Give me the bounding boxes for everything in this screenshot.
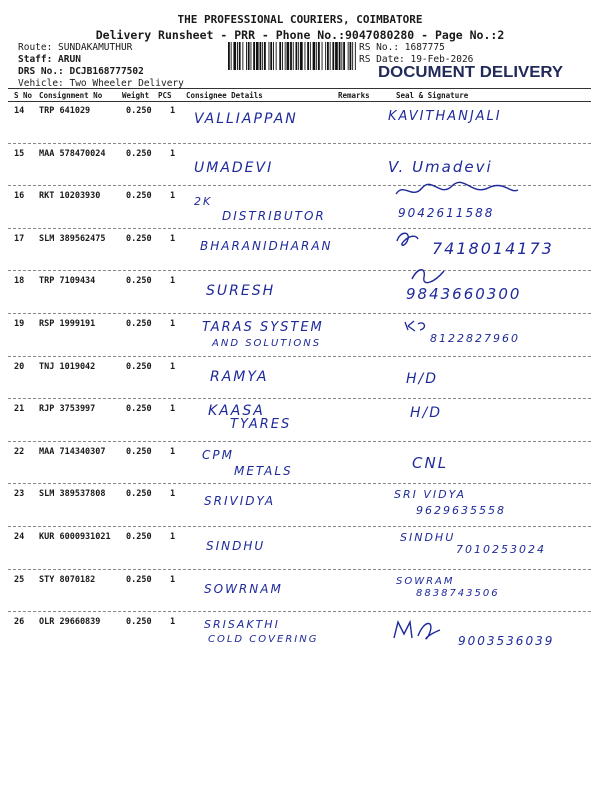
table-row [8, 229, 591, 272]
handwritten-consignee: CPM [202, 447, 234, 462]
signature-scribble [390, 616, 446, 642]
row-consignment: MAA 578470024 [39, 148, 106, 159]
col-remarks: Remarks [338, 91, 370, 100]
row-sno: 26 [14, 617, 25, 628]
handwritten-signature: H/D [406, 370, 439, 387]
row-weight: 0.250 [126, 361, 152, 372]
rs-date-label: RS Date: 19-Feb-2026 [359, 54, 474, 65]
signature-scribble [394, 229, 420, 249]
row-consignment: OLR 29660839 [39, 617, 101, 628]
table-row [8, 570, 591, 613]
row-pcs: 1 [170, 446, 176, 457]
col-pcs: PCS [158, 91, 172, 100]
document-delivery-stamp: DOCUMENT DELIVERY [378, 64, 564, 81]
row-pcs: 1 [170, 106, 176, 116]
route-label: Route: SUNDAKAMUTHUR [18, 42, 133, 53]
handwritten-consignee-line2: DISTRIBUTOR [222, 209, 326, 224]
row-weight: 0.250 [126, 106, 152, 116]
row-consignment: RJP 3753997 [39, 404, 96, 415]
handwritten-phone: 9843660300 [406, 285, 522, 304]
row-sno: 19 [14, 318, 25, 329]
row-sno: 23 [14, 489, 25, 500]
handwritten-consignee-line2: AND SOLUTIONS [212, 337, 322, 349]
row-weight: 0.250 [126, 318, 152, 329]
row-weight: 0.250 [126, 148, 152, 159]
table-row [8, 357, 591, 400]
row-pcs: 1 [170, 404, 176, 415]
row-pcs: 1 [170, 318, 176, 329]
runsheet-table [8, 101, 591, 654]
row-sno: 17 [14, 233, 25, 244]
handwritten-signature: CNL [412, 453, 449, 472]
row-pcs: 1 [170, 276, 176, 287]
row-weight: 0.250 [126, 574, 152, 585]
barcode-image [228, 42, 356, 70]
row-weight: 0.250 [126, 446, 152, 457]
table-row [8, 612, 591, 654]
row-sno: 16 [14, 191, 25, 202]
row-pcs: 1 [170, 148, 176, 159]
col-consignee: Consignee Details [186, 91, 263, 100]
runsheet-subtitle: Delivery Runsheet - PRR - Phone No.:9047080280 - Page No.:2 [95, 28, 505, 42]
row-sno: 20 [14, 361, 25, 372]
handwritten-phone: 9003536039 [458, 634, 555, 649]
rs-no-label: RS No.: 1687775 [359, 42, 445, 53]
handwritten-consignee: TARAS SYSTEM [202, 319, 324, 335]
header-rule-top [8, 88, 591, 89]
handwritten-consignee: SRISAKTHI [204, 618, 280, 632]
handwritten-phone: 8122827960 [430, 331, 520, 345]
row-pcs: 1 [170, 233, 176, 244]
row-weight: 0.250 [126, 191, 152, 202]
handwritten-phone: 9629635558 [416, 504, 506, 518]
signature-scribble [402, 318, 430, 334]
handwritten-signature: V. Umadevi [388, 157, 493, 176]
handwritten-consignee: KAASA [208, 403, 265, 420]
row-weight: 0.250 [126, 404, 152, 415]
staff-label: Staff: ARUN [18, 54, 81, 65]
handwritten-consignee: BHARANIDHARAN [200, 238, 333, 253]
handwritten-phone: 7010253024 [456, 542, 546, 556]
table-row [8, 399, 591, 442]
signature-scribble [392, 180, 522, 202]
handwritten-signature: SOWRAM [396, 575, 455, 587]
handwritten-consignee: SRIVIDYA [204, 494, 276, 509]
row-sno: 14 [14, 106, 25, 116]
table-row [8, 186, 591, 229]
table-row [8, 314, 591, 357]
row-weight: 0.250 [126, 531, 152, 542]
row-weight: 0.250 [126, 276, 152, 287]
handwritten-signature: KAVITHANJALI [388, 109, 502, 124]
row-pcs: 1 [170, 574, 176, 585]
handwritten-consignee: VALLIAPPAN [194, 111, 298, 127]
row-weight: 0.250 [126, 489, 152, 500]
row-sno: 22 [14, 446, 25, 457]
handwritten-consignee: RAMYA [210, 368, 269, 385]
row-consignment: TNJ 1019042 [39, 361, 96, 372]
handwritten-signature: H/D [410, 405, 443, 422]
drs-label: DRS No.: DCJB168777502 [18, 66, 144, 77]
row-sno: 24 [14, 531, 25, 542]
row-consignment: KUR 6000931021 [39, 531, 111, 542]
row-consignment: TRP 7109434 [39, 276, 96, 287]
row-consignment: MAA 714340307 [39, 446, 106, 457]
handwritten-consignee-line2: TYARES [230, 417, 292, 433]
handwritten-consignee: UMADEVI [194, 159, 274, 176]
handwritten-phone: 8838743506 [416, 587, 500, 599]
vehicle-label: Vehicle: Two Wheeler Delivery [18, 78, 184, 89]
handwritten-consignee-line2: METALS [234, 463, 293, 478]
table-row [8, 101, 591, 144]
handwritten-signature: 7418014173 [432, 238, 554, 258]
row-consignment: STY 8070182 [39, 574, 96, 585]
table-row [8, 484, 591, 527]
col-weight: Weight [122, 91, 150, 100]
row-sno: 21 [14, 404, 25, 415]
handwritten-consignee: SURESH [206, 283, 276, 300]
row-pcs: 1 [170, 531, 176, 542]
handwritten-signature: SINDHU [400, 530, 456, 544]
handwritten-consignee: SINDHU [206, 538, 266, 553]
table-row [8, 271, 591, 314]
company-title: THE PROFESSIONAL COURIERS, COIMBATORE [177, 13, 423, 26]
handwritten-consignee: 2K [194, 195, 213, 209]
handwritten-signature: SRI VIDYA [394, 488, 466, 502]
col-sno: S No [14, 91, 33, 100]
row-pcs: 1 [170, 489, 176, 500]
row-sno: 25 [14, 574, 25, 585]
row-weight: 0.250 [126, 233, 152, 244]
row-pcs: 1 [170, 191, 176, 202]
row-sno: 15 [14, 148, 25, 159]
row-pcs: 1 [170, 617, 176, 628]
row-consignment: TRP 641029 [39, 106, 91, 116]
row-consignment: RSP 1999191 [39, 318, 96, 329]
row-sno: 18 [14, 276, 25, 287]
col-seal-signature: Seal & Signature [396, 91, 469, 100]
row-consignment: RKT 10203930 [39, 191, 101, 202]
handwritten-consignee-line2: COLD COVERING [208, 634, 319, 646]
row-consignment: SLM 389562475 [39, 233, 106, 244]
handwritten-consignee: SOWRNAM [204, 581, 283, 596]
col-consignment: Consignment No [39, 91, 103, 100]
table-row [8, 527, 591, 570]
table-row [8, 442, 591, 485]
row-pcs: 1 [170, 361, 176, 372]
handwritten-phone: 9042611588 [398, 206, 495, 221]
row-weight: 0.250 [126, 617, 152, 628]
signature-scribble [408, 267, 448, 285]
row-consignment: SLM 389537808 [39, 489, 106, 500]
